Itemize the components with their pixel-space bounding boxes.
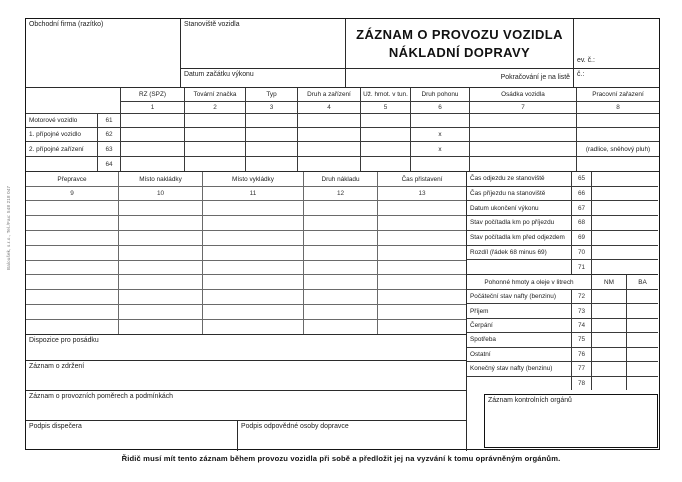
drive-type-x-mark: x — [411, 128, 469, 141]
empty-cell — [26, 261, 118, 275]
empty-cell — [185, 114, 245, 127]
driver-obligation-note: Řidič musí mít tento záznam během provozu vozidla při sobě a předložit jej na vyzvání k tomu oprávněným orgánům. — [121, 454, 561, 463]
form-header-row — [26, 19, 659, 88]
control-authorities-box — [484, 394, 658, 448]
trip-summary-table — [467, 172, 658, 274]
vehicle-col-number: 2 — [185, 102, 245, 113]
empty-cell — [378, 261, 466, 275]
vehicle-col-header: Druh a zařízení — [298, 88, 360, 101]
transport-table — [26, 171, 466, 334]
transport-col-header: Místo vykládky — [203, 172, 303, 186]
empty-cell — [203, 305, 303, 319]
fuel-col-ba-header: BA — [627, 275, 658, 289]
empty-cell — [246, 114, 297, 127]
fuel-row-label: Čerpání — [467, 319, 571, 332]
carrier-signature-box — [238, 421, 466, 451]
vehicle-row-number: 63 — [98, 142, 120, 156]
empty-cell — [361, 142, 410, 156]
vehicle-col-number: 8 — [577, 102, 659, 113]
transport-col-number: 13 — [378, 187, 466, 200]
continuation-label: Pokračování je na listě — [500, 73, 570, 81]
control-authorities-label: Záznam kontrolních orgánů — [488, 397, 572, 404]
empty-cell — [627, 377, 658, 390]
empty-cell — [26, 216, 118, 230]
form-title-line2: NÁKLADNÍ DOPRAVY — [388, 44, 531, 60]
empty-cell — [470, 114, 576, 127]
vehicle-col-header: Osádka vozidla — [470, 88, 576, 101]
empty-cell — [246, 142, 297, 156]
empty-cell — [203, 216, 303, 230]
operating-conditions-label: Záznam o provozních poměrech a podmínkách — [29, 393, 174, 400]
fuel-row-label: Konečný stav nafty (benzinu) — [467, 362, 571, 375]
empty-cell — [185, 157, 245, 171]
empty-cell — [119, 231, 202, 245]
empty-cell — [627, 290, 658, 303]
fuel-row-label: Počáteční stav nafty (benzinu) — [467, 290, 571, 303]
empty-cell — [592, 216, 658, 230]
summary-row-label: Stav počítadla km před odjezdem — [467, 231, 571, 245]
empty-cell — [119, 246, 202, 260]
empty-cell — [378, 290, 466, 304]
empty-cell — [121, 114, 184, 127]
crew-instructions-label: Dispozice pro posádku — [29, 337, 99, 344]
vehicle-row-label: Motorové vozidlo — [26, 114, 97, 127]
empty-cell — [577, 114, 659, 127]
empty-cell — [304, 320, 377, 334]
operating-conditions-box — [26, 390, 466, 420]
vehicle-col-header: Typ — [246, 88, 297, 101]
empty-cell — [26, 88, 120, 113]
empty-cell — [361, 157, 410, 171]
carrier-signature-label: Podpis odpovědné osoby dopravce — [241, 423, 349, 430]
continuation-number-label: č.: — [577, 71, 585, 78]
empty-cell — [298, 128, 360, 141]
summary-row-label: Stav počítadla km po příjezdu — [467, 216, 571, 230]
vehicle-col-header: Už. hmot. v tun. — [361, 88, 410, 101]
empty-cell — [592, 348, 626, 361]
empty-cell — [378, 231, 466, 245]
empty-cell — [577, 157, 659, 171]
summary-row-label: Rozdíl (řádek 68 minus 69) — [467, 246, 571, 260]
empty-cell — [185, 128, 245, 141]
empty-cell — [378, 201, 466, 215]
empty-cell — [304, 290, 377, 304]
empty-cell — [246, 128, 297, 141]
transport-col-number: 11 — [203, 187, 303, 200]
continuation-box — [346, 69, 574, 87]
empty-cell — [592, 231, 658, 245]
vehicle-col-number: 1 — [121, 102, 184, 113]
summary-row-label: Čas příjezdu na stanoviště — [467, 187, 571, 201]
empty-cell — [246, 157, 297, 171]
empty-cell — [121, 157, 184, 171]
empty-cell — [298, 142, 360, 156]
empty-cell — [378, 246, 466, 260]
vehicle-col-header: Tovární značka — [185, 88, 245, 101]
empty-cell — [298, 157, 360, 171]
empty-cell — [592, 187, 658, 201]
empty-cell — [26, 305, 118, 319]
empty-cell — [304, 246, 377, 260]
empty-cell — [203, 290, 303, 304]
empty-cell — [121, 128, 184, 141]
crew-instructions-box — [26, 334, 466, 360]
empty-cell — [592, 260, 658, 274]
vehicle-row-number: 61 — [98, 114, 120, 127]
empty-cell — [592, 377, 626, 390]
delay-record-label: Záznam o zdržení — [29, 363, 85, 370]
empty-cell — [592, 246, 658, 260]
vehicle-col-number: 3 — [246, 102, 297, 113]
empty-cell — [203, 246, 303, 260]
transport-col-header: Druh nákladu — [304, 172, 377, 186]
empty-cell — [304, 261, 377, 275]
empty-cell — [203, 201, 303, 215]
transport-col-number: 12 — [304, 187, 377, 200]
vehicle-col-header: Druh pohonu — [411, 88, 469, 101]
summary-row-number: 66 — [572, 187, 591, 201]
empty-cell — [121, 142, 184, 156]
start-date-box — [181, 69, 346, 87]
transport-col-header: Místo nakládky — [119, 172, 202, 186]
vehicle-table — [26, 88, 659, 171]
empty-cell — [119, 216, 202, 230]
empty-cell — [627, 319, 658, 332]
empty-cell — [361, 114, 410, 127]
vehicle-operation-record-form — [25, 18, 660, 450]
empty-cell — [26, 320, 118, 334]
empty-cell — [411, 114, 469, 127]
vehicle-row-number: 64 — [98, 157, 120, 171]
empty-cell — [26, 201, 118, 215]
empty-cell — [361, 128, 410, 141]
empty-cell — [304, 201, 377, 215]
vehicle-row-label: 2. přípojné zařízení — [26, 142, 97, 156]
empty-cell — [592, 290, 626, 303]
summary-row-number: 71 — [572, 260, 591, 274]
fuel-col-nm-header: NM — [592, 275, 626, 289]
fuel-row-number: 72 — [572, 290, 591, 303]
empty-cell — [592, 201, 658, 215]
fuel-row-number: 77 — [572, 362, 591, 375]
empty-cell — [304, 231, 377, 245]
signatures-row — [26, 420, 466, 451]
transport-col-number: 10 — [119, 187, 202, 200]
summary-row-number: 67 — [572, 201, 591, 215]
empty-cell — [304, 275, 377, 289]
empty-cell — [119, 320, 202, 334]
empty-cell — [592, 304, 626, 317]
fuel-table — [467, 274, 658, 390]
summary-row-label: Čas odjezdu ze stanoviště — [467, 172, 571, 186]
summary-row-number: 65 — [572, 172, 591, 186]
company-stamp-box — [26, 19, 181, 87]
empty-cell — [627, 362, 658, 375]
empty-cell — [26, 275, 118, 289]
empty-cell — [378, 320, 466, 334]
empty-cell — [203, 320, 303, 334]
empty-cell — [26, 290, 118, 304]
empty-cell — [119, 290, 202, 304]
empty-cell — [203, 275, 303, 289]
transport-col-header: Čas přistavení — [378, 172, 466, 186]
empty-cell — [411, 157, 469, 171]
fuel-row-number: 74 — [572, 319, 591, 332]
empty-cell — [203, 261, 303, 275]
summary-row-number: 70 — [572, 246, 591, 260]
empty-cell — [298, 114, 360, 127]
fuel-table-header: Pohonné hmoty a oleje v litrech — [467, 275, 591, 289]
empty-cell — [119, 275, 202, 289]
vehicle-col-number: 7 — [470, 102, 576, 113]
vehicle-row-number: 62 — [98, 128, 120, 141]
empty-cell — [26, 231, 118, 245]
form-title-line1: ZÁZNAM O PROVOZU VOZIDLA — [356, 26, 563, 42]
vehicle-col-number: 6 — [411, 102, 469, 113]
empty-cell — [470, 128, 576, 141]
vehicle-station-label: Stanoviště vozidla — [184, 21, 240, 28]
empty-cell — [592, 333, 626, 346]
empty-cell — [119, 201, 202, 215]
empty-cell — [470, 142, 576, 156]
vehicle-col-number: 4 — [298, 102, 360, 113]
fuel-row-number: 73 — [572, 304, 591, 317]
work-assignment-note: (radlice, sněhový pluh) — [577, 142, 659, 156]
trip-summary-panel — [466, 171, 659, 451]
vehicle-station-box — [181, 19, 346, 69]
vehicle-col-number: 5 — [361, 102, 410, 113]
ev-number-label: ev. č.: — [577, 57, 595, 65]
vehicle-col-header: RZ (SPZ) — [121, 88, 184, 101]
empty-cell — [26, 246, 118, 260]
empty-cell — [119, 261, 202, 275]
transport-col-number: 9 — [26, 187, 118, 200]
empty-cell — [627, 304, 658, 317]
vehicle-row-label: 1. přípojné vozidlo — [26, 128, 97, 141]
summary-row-number: 69 — [572, 231, 591, 245]
empty-cell — [592, 319, 626, 332]
fuel-row-label: Příjem — [467, 304, 571, 317]
empty-cell — [627, 333, 658, 346]
fuel-row-number: 75 — [572, 333, 591, 346]
form-title-box — [346, 19, 574, 69]
empty-cell — [378, 305, 466, 319]
empty-cell — [203, 231, 303, 245]
company-stamp-label: Obchodní firma (razítko) — [29, 21, 104, 28]
empty-cell — [470, 157, 576, 171]
fuel-row-number: 76 — [572, 348, 591, 361]
empty-cell — [304, 305, 377, 319]
empty-cell — [577, 128, 659, 141]
summary-row-label — [467, 260, 571, 274]
dispatcher-signature-box — [26, 421, 238, 451]
empty-cell — [378, 275, 466, 289]
empty-cell — [185, 142, 245, 156]
empty-cell — [304, 216, 377, 230]
ev-number-box — [574, 19, 660, 69]
summary-row-label: Datum ukončení výkonu — [467, 201, 571, 215]
empty-cell — [592, 172, 658, 186]
vehicle-row-label — [26, 157, 97, 171]
fuel-row-label: Spotřeba — [467, 333, 571, 346]
empty-cell — [378, 216, 466, 230]
vehicle-col-header: Pracovní zařazení — [577, 88, 659, 101]
fuel-row-number: 78 — [572, 377, 591, 390]
fuel-row-label — [467, 377, 571, 390]
summary-row-number: 68 — [572, 216, 591, 230]
transport-col-header: Přepravce — [26, 172, 118, 186]
delay-record-box — [26, 360, 466, 390]
empty-cell — [592, 362, 626, 375]
start-date-label: Datum začátku výkonu — [184, 71, 254, 78]
empty-cell — [119, 305, 202, 319]
empty-cell — [627, 348, 658, 361]
dispatcher-signature-label: Podpis dispečera — [29, 423, 82, 430]
continuation-number-box — [574, 69, 660, 87]
printer-mark-microtext: Baloušek, s.r.o., Tel./Fax: 548 218 047 — [6, 185, 11, 270]
drive-type-x-mark: x — [411, 142, 469, 156]
fuel-row-label: Ostatní — [467, 348, 571, 361]
